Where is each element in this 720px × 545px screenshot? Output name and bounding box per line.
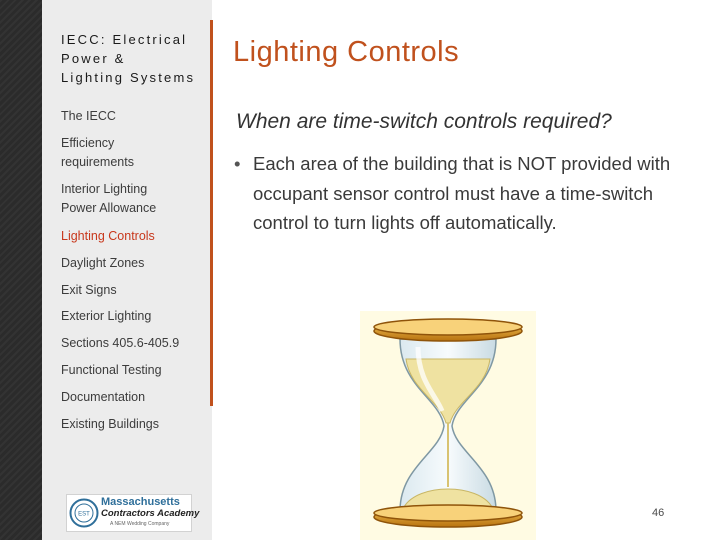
course-title-line: Power &	[61, 51, 126, 66]
sidebar-item-daylight-zones[interactable]: Daylight Zones	[61, 256, 145, 270]
sidebar-item-sections-405[interactable]: Sections 405.6-405.9	[61, 336, 180, 350]
slide-question: When are time-switch controls required?	[236, 110, 612, 133]
sidebar-item-exit-signs[interactable]: Exit Signs	[61, 283, 117, 297]
company-logo	[66, 494, 200, 532]
hourglass-icon	[360, 311, 536, 540]
bullet-text: Each area of the building that is NOT provided with occupant sensor control must have a time-switch control to turn lights off automatically.	[253, 153, 671, 233]
sidebar-item-existing-buildings[interactable]: Existing Buildings	[61, 417, 159, 431]
logo-seal-text: EST	[78, 511, 90, 518]
page-number: 46	[652, 507, 665, 519]
course-title	[61, 30, 211, 87]
sidebar-item-exterior-lighting[interactable]: Exterior Lighting	[61, 309, 152, 323]
sidebar-item-the-iecc[interactable]: The IECC	[61, 109, 116, 123]
course-title-line: Lighting Systems	[61, 70, 196, 85]
decorative-left-strip	[0, 0, 42, 540]
logo-line-2: Contractors Academy	[101, 508, 200, 519]
sidebar-item-lighting-controls[interactable]: Lighting Controls	[61, 229, 155, 243]
logo-line-1: Massachusetts	[101, 496, 180, 508]
sidebar-item-efficiency-requirements[interactable]: Efficiency requirements	[61, 136, 134, 169]
course-title-line: IECC: Electrical	[61, 32, 188, 47]
sidebar-item-interior-lighting-power-allowance[interactable]: Interior Lighting Power Allowance	[61, 182, 157, 215]
sidebar-item-functional-testing[interactable]: Functional Testing	[61, 363, 162, 377]
sidebar-item-documentation[interactable]: Documentation	[61, 390, 146, 404]
slide-title: Lighting Controls	[233, 36, 460, 68]
bullet-dot: •	[234, 153, 241, 174]
logo-seal-icon	[69, 498, 99, 528]
logo-line-3: A NEM Wedding Company	[110, 521, 170, 527]
